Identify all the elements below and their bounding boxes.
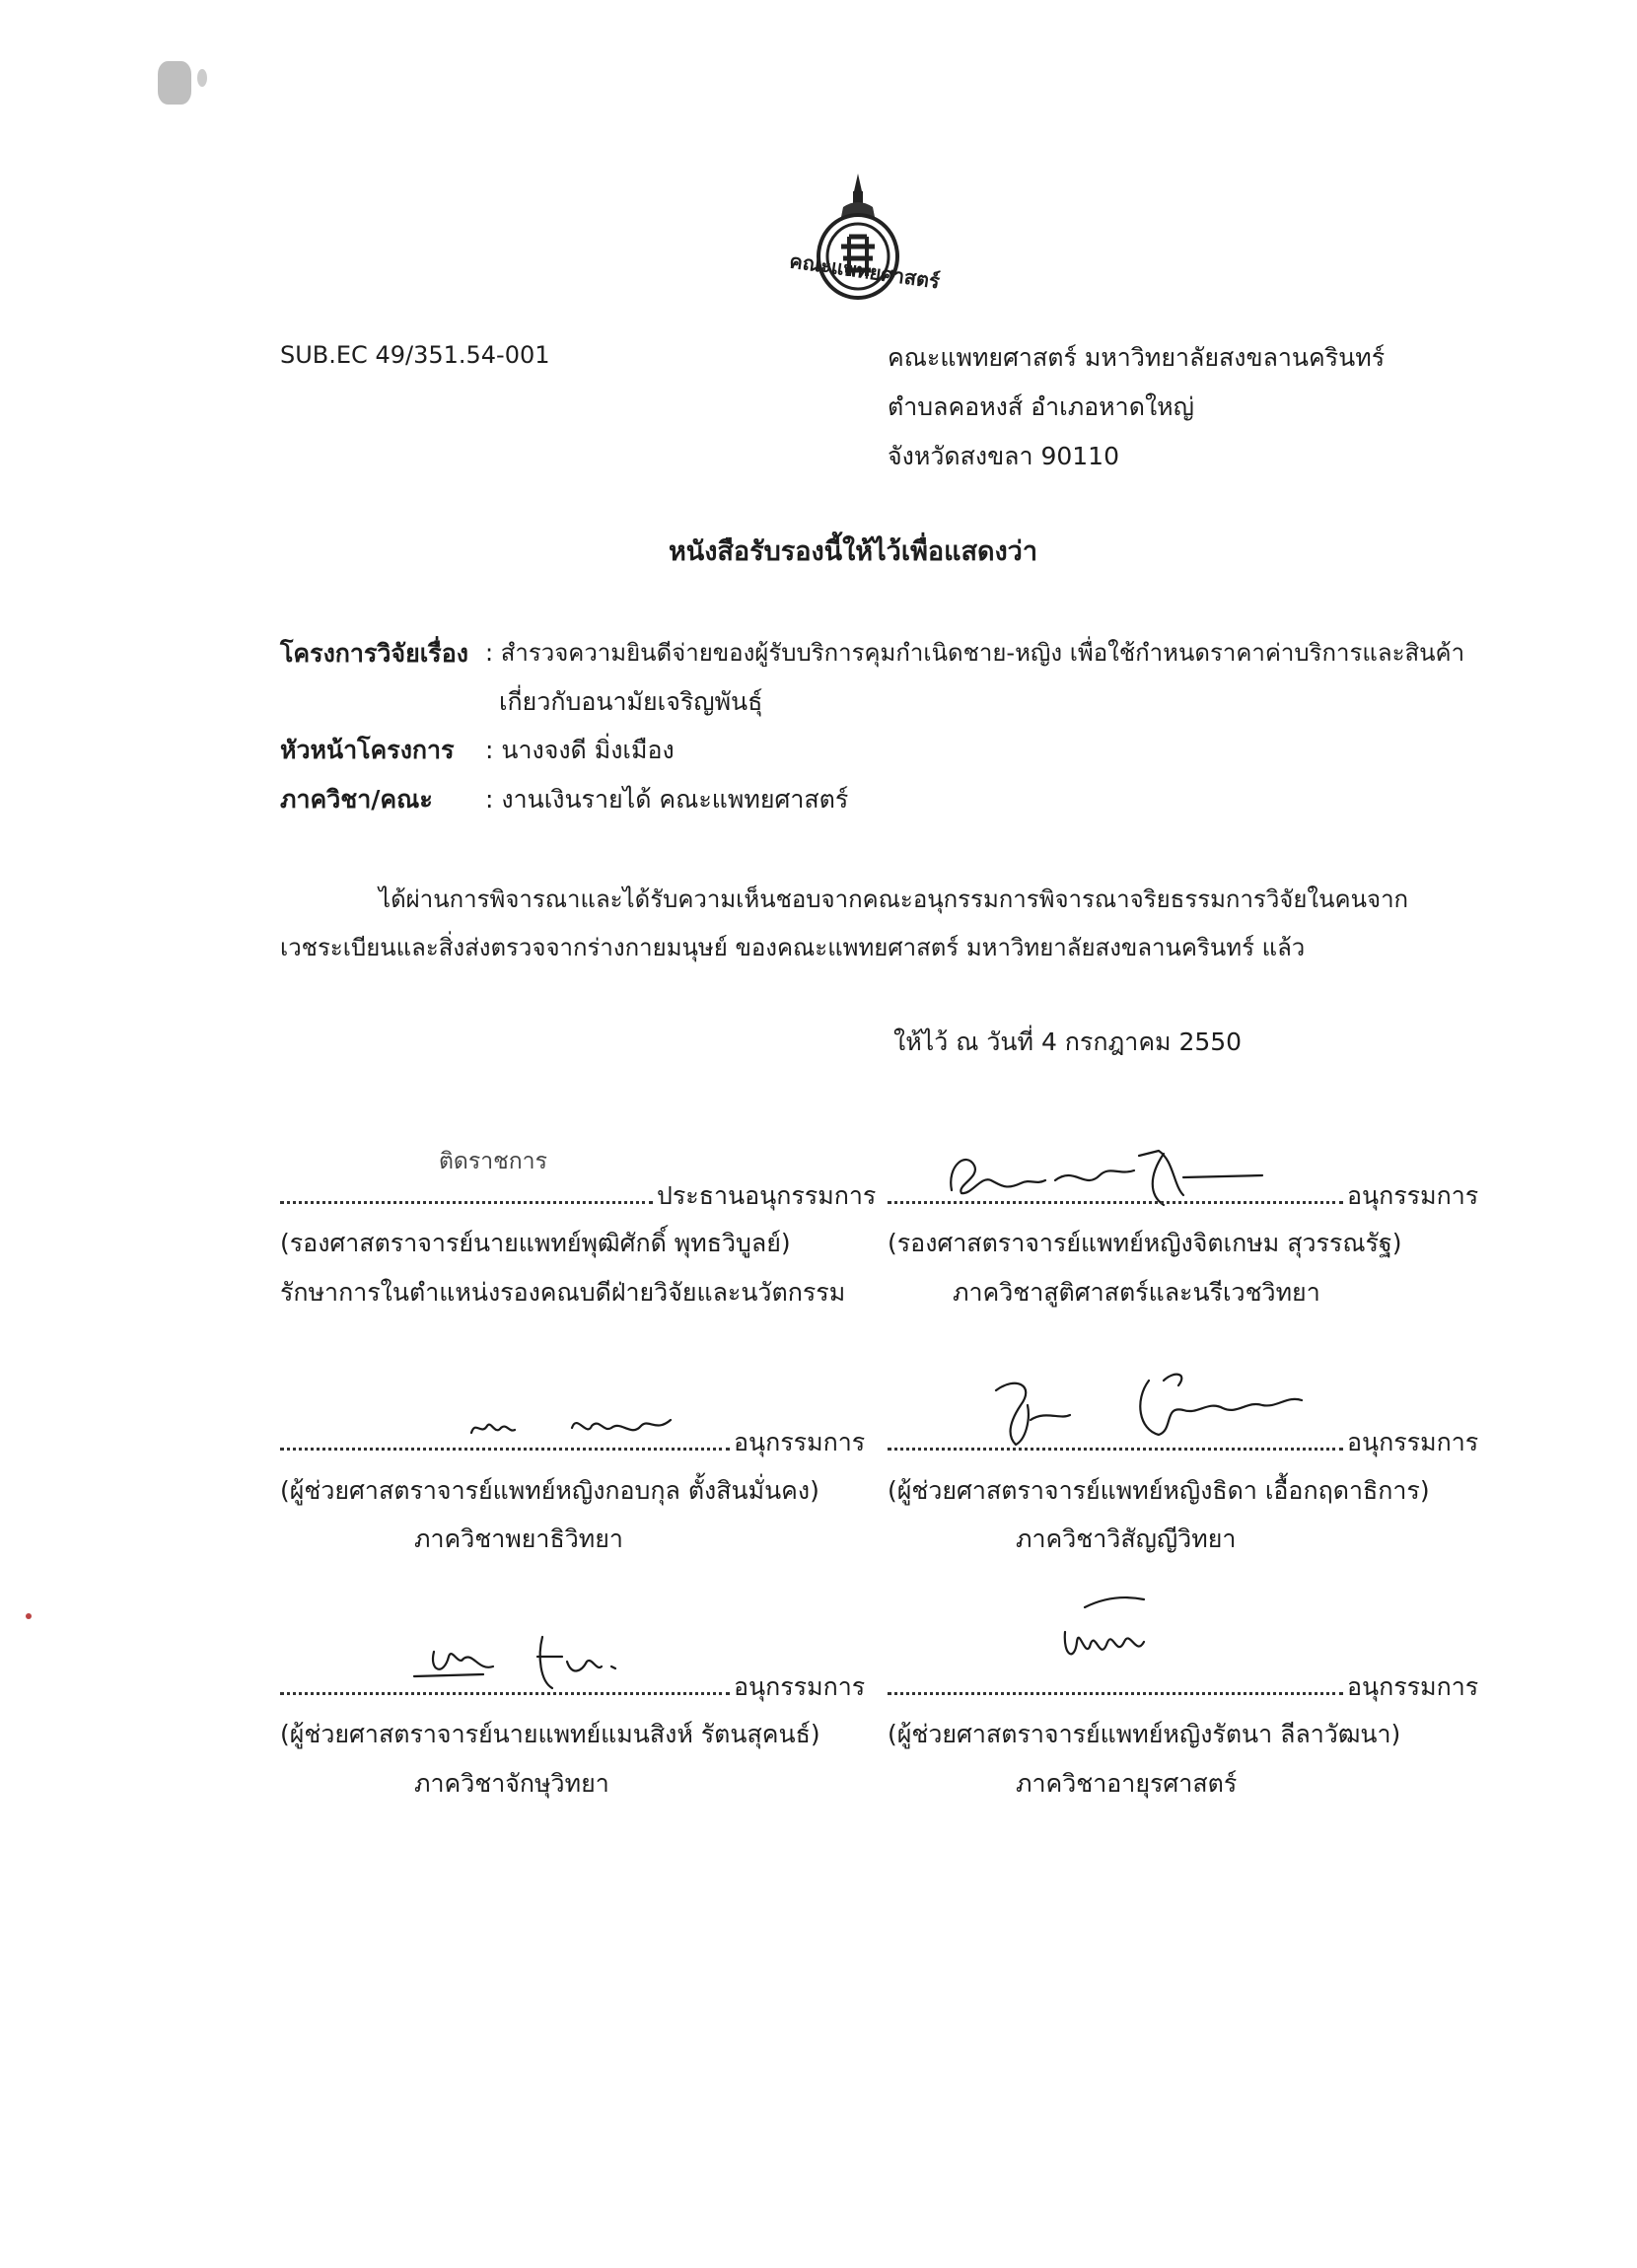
address-line-1: คณะแพทยศาสตร์ มหาวิทยาลัยสงขลานครินทร์ — [888, 343, 1386, 372]
m3-name: (ผู้ช่วยศาสตราจารย์แพทย์หญิงธิดา เอื้อกฤดาธิการ) — [888, 1476, 1430, 1505]
m3-role: อนุกรรมการ — [1347, 1428, 1479, 1456]
scan-mark — [197, 69, 207, 87]
m5-department: ภาควิชาอายุรศาสตร์ — [1016, 1769, 1238, 1798]
m2-signature-line — [280, 1428, 865, 1457]
department-label: ภาควิชา/คณะ — [280, 785, 433, 814]
body-line-1: ได้ผ่านการพิจารณาและได้รับความเห็นชอบจากคณะอนุกรรมการพิจารณาจริยธรรมการวิจัยในคนจาก — [379, 886, 1409, 913]
project-title-line-1: : สำรวจความยินดีจ่ายของผู้รับบริการคุมกำเนิดชาย-หญิง เพื่อใช้กำหนดราคาค่าบริการและสินค้า — [485, 639, 1465, 667]
reference-number: SUB.EC 49/351.54-001 — [280, 341, 550, 369]
scan-mark — [26, 1613, 32, 1619]
logo-caption: คณะแพทยศาสตร์ — [788, 248, 942, 294]
m2-name: (ผู้ช่วยศาสตราจารย์แพทย์หญิงกอบกุล ตั้งสินมั่นคง) — [280, 1476, 819, 1505]
m1-department: ภาควิชาสูติศาสตร์และนรีเวชวิทยา — [953, 1278, 1320, 1307]
issue-date: ให้ไว้ ณ วันที่ 4 กรกฎาคม 2550 — [893, 1028, 1243, 1056]
m2-role: อนุกรรมการ — [734, 1428, 866, 1456]
m1-name: (รองศาสตราจารย์แพทย์หญิงจิตเกษม สุวรรณรัฐ) — [888, 1229, 1402, 1257]
address-line-3: จังหวัดสงขลา 90110 — [888, 442, 1119, 470]
chair-note: ติดราชการ — [439, 1149, 547, 1174]
chair-signature-line — [280, 1181, 876, 1211]
m4-signature-line — [280, 1672, 865, 1702]
chair-position: รักษาการในตำแหน่งรองคณบดีฝ่ายวิจัยและนวัตกรรม — [280, 1278, 846, 1307]
m5-name: (ผู้ช่วยศาสตราจารย์แพทย์หญิงรัตนา ลีลาวัฒนา) — [888, 1720, 1401, 1748]
body-line-2: เวชระเบียนและสิ่งส่งตรวจจากร่างกายมนุษย์ ของคณะแพทยศาสตร์ มหาวิทยาลัยสงขลานครินทร์ แล้ว — [280, 934, 1306, 961]
scan-mark — [158, 61, 191, 105]
m1-role: อนุกรรมการ — [1347, 1181, 1479, 1210]
m4-role: อนุกรรมการ — [734, 1672, 866, 1701]
m5-role: อนุกรรมการ — [1347, 1672, 1479, 1701]
project-head-value: : นางจงดี มิ่งเมือง — [485, 736, 675, 764]
project-title-label: โครงการวิจัยเรื่อง — [280, 639, 468, 668]
m4-department: ภาควิชาจักษุวิทยา — [414, 1769, 609, 1798]
m5-signature-line — [888, 1672, 1478, 1702]
m4-name: (ผู้ช่วยศาสตราจารย์นายแพทย์แมนสิงห์ รัตนสุคนธ์) — [280, 1720, 820, 1748]
chair-name: (รองศาสตราจารย์นายแพทย์พุฒิศักดิ์ พุทธวิบูลย์) — [280, 1229, 791, 1257]
certificate-title: หนังสือรับรองนี้ให้ไว้เพื่อแสดงว่า — [668, 536, 1038, 567]
m2-department: ภาควิชาพยาธิวิทยา — [414, 1524, 623, 1553]
address-line-2: ตำบลคอหงส์ อำเภอหาดใหญ่ — [888, 392, 1194, 421]
project-title-line-2: เกี่ยวกับอนามัยเจริญพันธุ์ — [499, 687, 763, 716]
signature-m5 — [1045, 1588, 1203, 1666]
m3-signature-line — [888, 1428, 1478, 1457]
department-value: : งานเงินรายได้ คณะแพทยศาสตร์ — [485, 785, 849, 814]
m3-department: ภาควิชาวิสัญญีวิทยา — [1016, 1524, 1237, 1553]
chair-role: ประธานอนุกรรมการ — [657, 1181, 877, 1210]
m1-signature-line — [888, 1181, 1478, 1211]
project-head-label: หัวหน้าโครงการ — [280, 736, 455, 764]
